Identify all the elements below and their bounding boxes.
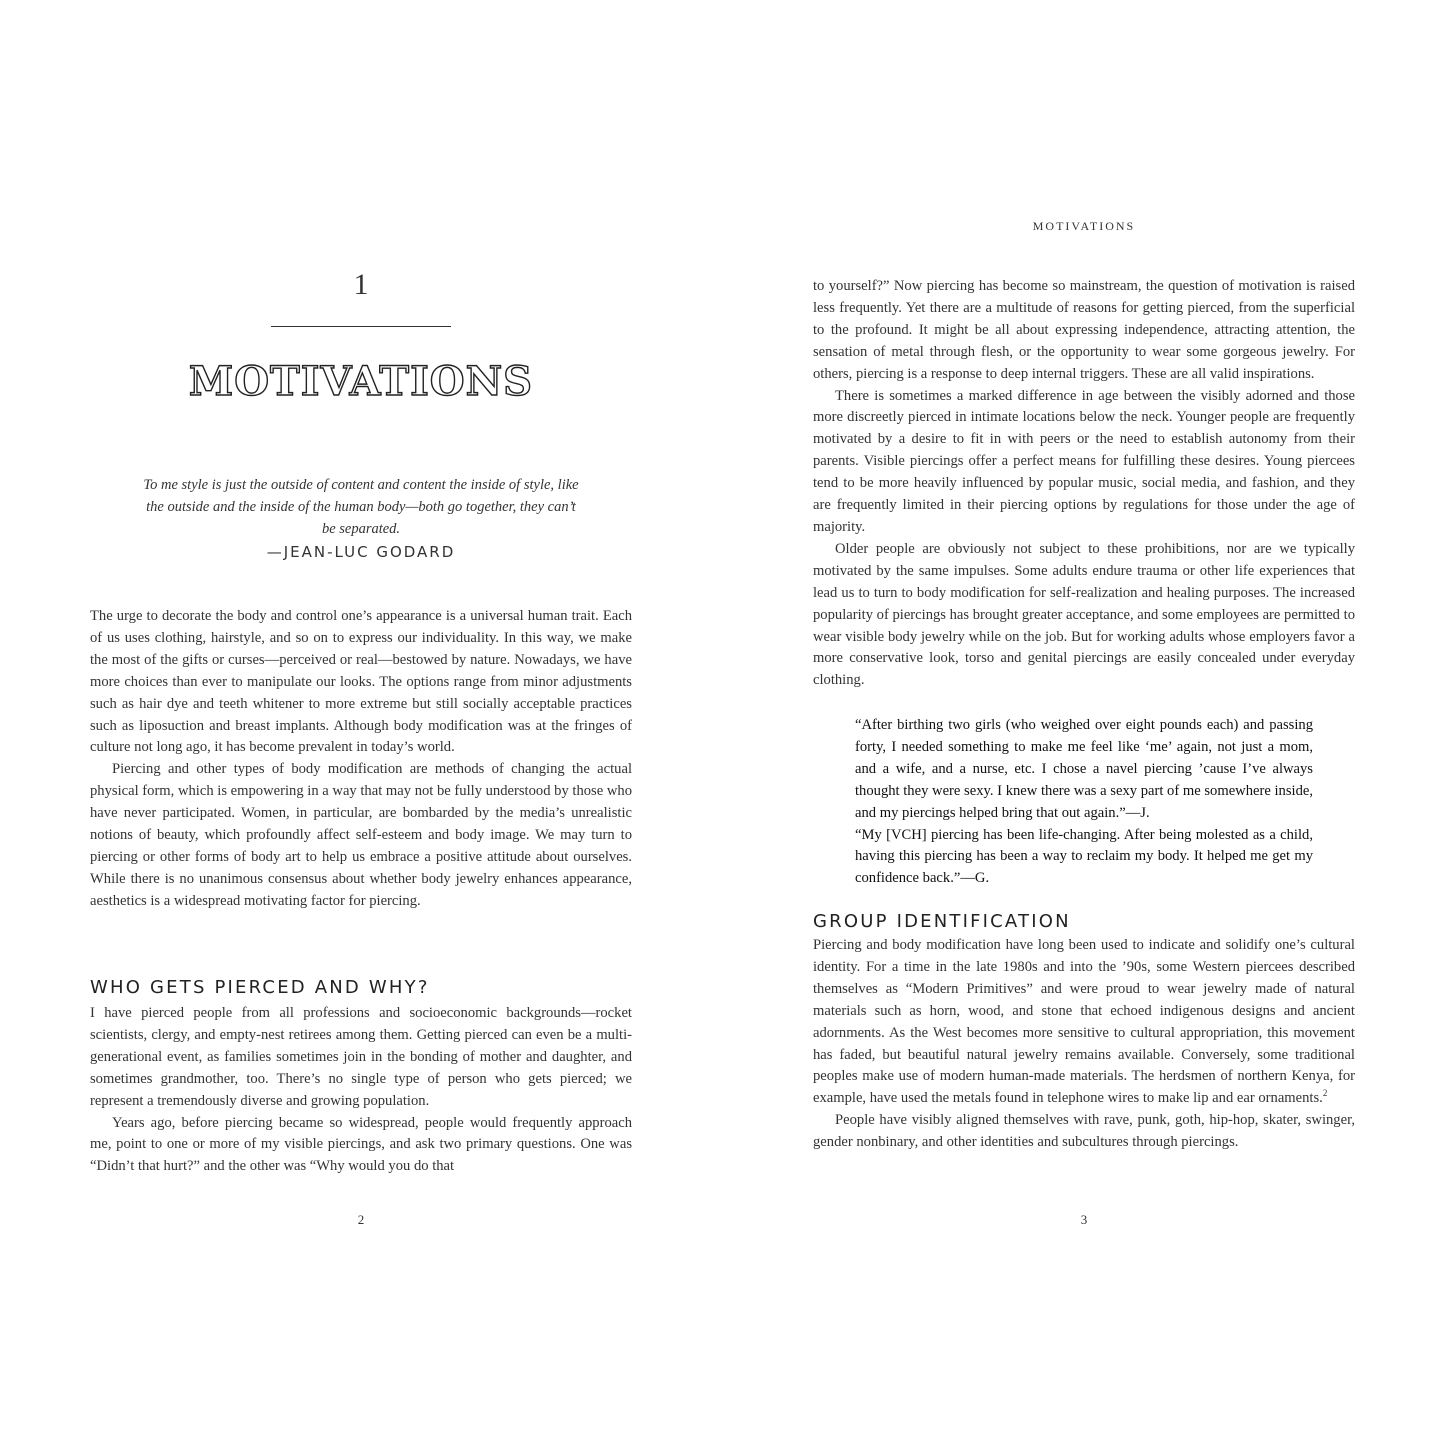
page-number: 3 [1080, 1212, 1088, 1227]
section-text-group-identification [813, 935, 1355, 1154]
epigraph-attribution: —JEAN-LUC GODARD [266, 543, 456, 561]
chapter-rule [271, 326, 451, 327]
intro-text [90, 606, 632, 913]
epigraph-text: To me style is just the outside of content and content the inside of style, like the outside and the inside of the human body—both go together, they can’t be separated. [143, 477, 579, 537]
testimonial-quote: “My [VCH] piercing has been life-changing. After being molested as a child, having this piercing has been a way to reclaim my body. It helped me get my confidence back.”—G. [855, 826, 1313, 887]
page-number: 2 [357, 1212, 365, 1227]
continued-text [813, 276, 1355, 692]
left-page [90, 0, 632, 1445]
paragraph: Years ago, before piercing became so widespread, people would frequently approach me, point to one or more of my visible piercings, and ask two primary questions. One was “Didn’t that hurt?” and the other was “Why would you do that [90, 1114, 632, 1175]
chapter-title: MOTIVATIONS [188, 358, 534, 405]
paragraph [813, 935, 1355, 1110]
paragraph: People have visibly aligned themselves with rave, punk, goth, hip-hop, skater, swinger, gender nonbinary, and other identities and subcultures through piercings. [813, 1112, 1355, 1151]
footnote-marker[interactable]: 2 [1322, 1088, 1328, 1099]
paragraph-text: Piercing and body modification have long been used to indicate and solidify one’s cultural identity. For a time in the late 1980s and into the ’90s, some Western piercees described themselves as “Modern Primitives” and were proud to wear jewelry made of natural materials such as horn, wood, and stone that echoed indigenous designs and ancient adornments. As the West becomes more sensitive to cultural appropriation, this movement has faded, but beautiful natural jewelry remains available. Conversely, some traditional peoples make use of modern human-made materials. The herdsmen of northern Kenya, for example, have used the metals found in telephone wires to make lip and ear ornaments. [813, 937, 1355, 1107]
paragraph: Older people are obviously not subject to these prohibitions, nor are we typically motivated by the same impulses. Some adults endure trauma or other life experiences that lead us to turn to body modification for self-realization and healing purposes. The increased popularity of piercings has brought greater acceptance, and some employees are permitted to wear visible body jewelry while on the job. But for working adults whose employers favor a more conservative look, torso and genital piercings are easily concealed under everyday clothing. [813, 540, 1355, 689]
testimonial-quotes [855, 715, 1313, 890]
running-head: MOTIVATIONS [1032, 219, 1136, 233]
section-text-who-gets-pierced [90, 1003, 632, 1178]
right-page [813, 0, 1355, 1445]
paragraph: to yourself?” Now piercing has become so mainstream, the question of motivation is raised less frequently. Yet there are a multitude of reasons for getting pierced, from the superficial to the profound. It might be all about expressing independence, attracting attention, the sensation of metal through flesh, or the opportunity to wear some gorgeous jewelry. For others, piercing is a response to deep internal triggers. These are all valid inspirations. [813, 278, 1355, 382]
testimonial-quote: “After birthing two girls (who weighed over eight pounds each) and passing forty, I needed something to make me feel like ‘me’ again, not just a mom, and a wife, and a nurse, etc. I chose a navel piercing ’cause I’ve always thought they were sexy. I knew there was a sexy part of me somewhere inside, and my piercings helped bring that out again.”—J. [855, 717, 1313, 821]
paragraph: I have pierced people from all professions and socioeconomic backgrounds—rocket scientists, clergy, and empty-nest retirees among them. Getting pierced can even be a multi-generational event, as families sometimes join in the bonding of mother and daughter, and sometimes grandmother, too. There’s no single type of person who gets pierced; we represent a tremendously diverse and growing population. [90, 1005, 632, 1109]
paragraph: There is sometimes a marked difference in age between the visibly adorned and those more discreetly pierced in intimate locations below the neck. Younger people are frequently motivated by a desire to fit in with peers or the need to establish autonomy from their parents. Visible piercings offer a perfect means for fulfilling these desires. Young piercees tend to be more heavily influenced by popular music, social media, and fashion, and they are frequently limited in their piercing options by regulations for those under the age of majority. [813, 387, 1355, 535]
chapter-number: 1 [353, 268, 369, 301]
paragraph: Piercing and other types of body modification are methods of changing the actual physical form, which is empowering in a way that may not be fully understood by those who have never participated. Women, in particular, are bombarded by the media’s unrealistic notions of beauty, which profoundly affect self-esteem and body image. We may turn to piercing or other forms of body art to help us embrace a positive attitude about ourselves. While there is no unanimous consensus about whether body jewelry enhances appearance, aesthetics is a widespread motivating factor for piercing. [90, 761, 632, 909]
section-heading-who-gets-pierced: WHO GETS PIERCED AND WHY? [90, 977, 430, 998]
section-heading-group-identification: GROUP IDENTIFICATION [813, 911, 1071, 932]
paragraph: The urge to decorate the body and control one’s appearance is a universal human trait. Each of us uses clothing, hairstyle, and so on to express our individuality. In this way, we make the most of the gifts or curses—perceived or real—bestowed by nature. Nowadays, we have more choices than ever to manipulate our looks. The options range from minor adjustments such as hair dye and teeth whitener to more extreme but still socially acceptable practices such as liposuction and breast implants. Although body modification was at the fringes of culture not long ago, it has become prevalent in today’s world. [90, 608, 632, 756]
